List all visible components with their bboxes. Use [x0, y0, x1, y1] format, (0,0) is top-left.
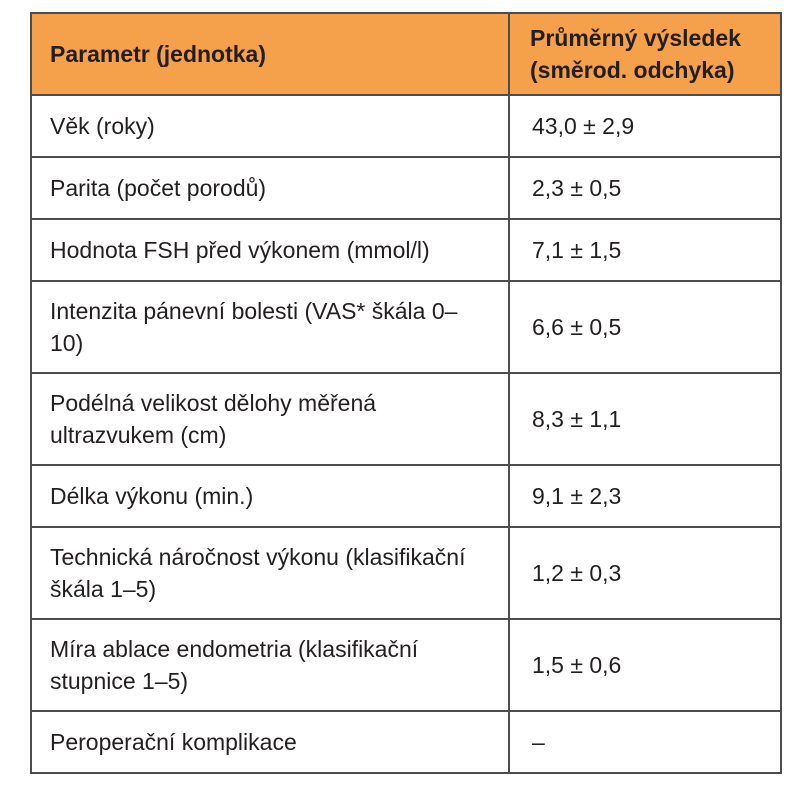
header-parameter: Parametr (jednotka) [31, 13, 509, 95]
row-value: 8,3 ± 1,1 [509, 373, 781, 465]
row-parameter: Podélná velikost dělohy měřená ultrazvukem (cm) [31, 373, 509, 465]
row-value: 7,1 ± 1,5 [509, 219, 781, 281]
row-value: 9,1 ± 2,3 [509, 465, 781, 527]
row-value: 2,3 ± 0,5 [509, 157, 781, 219]
table-row [31, 281, 781, 373]
row-value: 6,6 ± 0,5 [509, 281, 781, 373]
table-row [31, 619, 781, 711]
table-row [31, 711, 781, 773]
results-table-container [30, 12, 780, 774]
table-row [31, 157, 781, 219]
row-parameter: Míra ablace endometria (klasifikační stupnice 1–5) [31, 619, 509, 711]
table-row [31, 465, 781, 527]
row-value: – [509, 711, 781, 773]
table-header-row [31, 13, 781, 95]
row-value: 1,5 ± 0,6 [509, 619, 781, 711]
results-table [30, 12, 782, 774]
table-row [31, 95, 781, 157]
table-row [31, 219, 781, 281]
row-value: 1,2 ± 0,3 [509, 527, 781, 619]
table-row [31, 527, 781, 619]
row-parameter: Parita (počet porodů) [31, 157, 509, 219]
row-parameter: Intenzita pánevní bolesti (VAS* škála 0–10) [31, 281, 509, 373]
row-parameter: Technická náročnost výkonu (klasifikační škála 1–5) [31, 527, 509, 619]
row-value: 43,0 ± 2,9 [509, 95, 781, 157]
row-parameter: Délka výkonu (min.) [31, 465, 509, 527]
row-parameter: Věk (roky) [31, 95, 509, 157]
table-row [31, 373, 781, 465]
row-parameter: Hodnota FSH před výkonem (mmol/l) [31, 219, 509, 281]
header-result: Průměrný výsledek (směrod. odchyka) [509, 13, 781, 95]
row-parameter: Peroperační komplikace [31, 711, 509, 773]
